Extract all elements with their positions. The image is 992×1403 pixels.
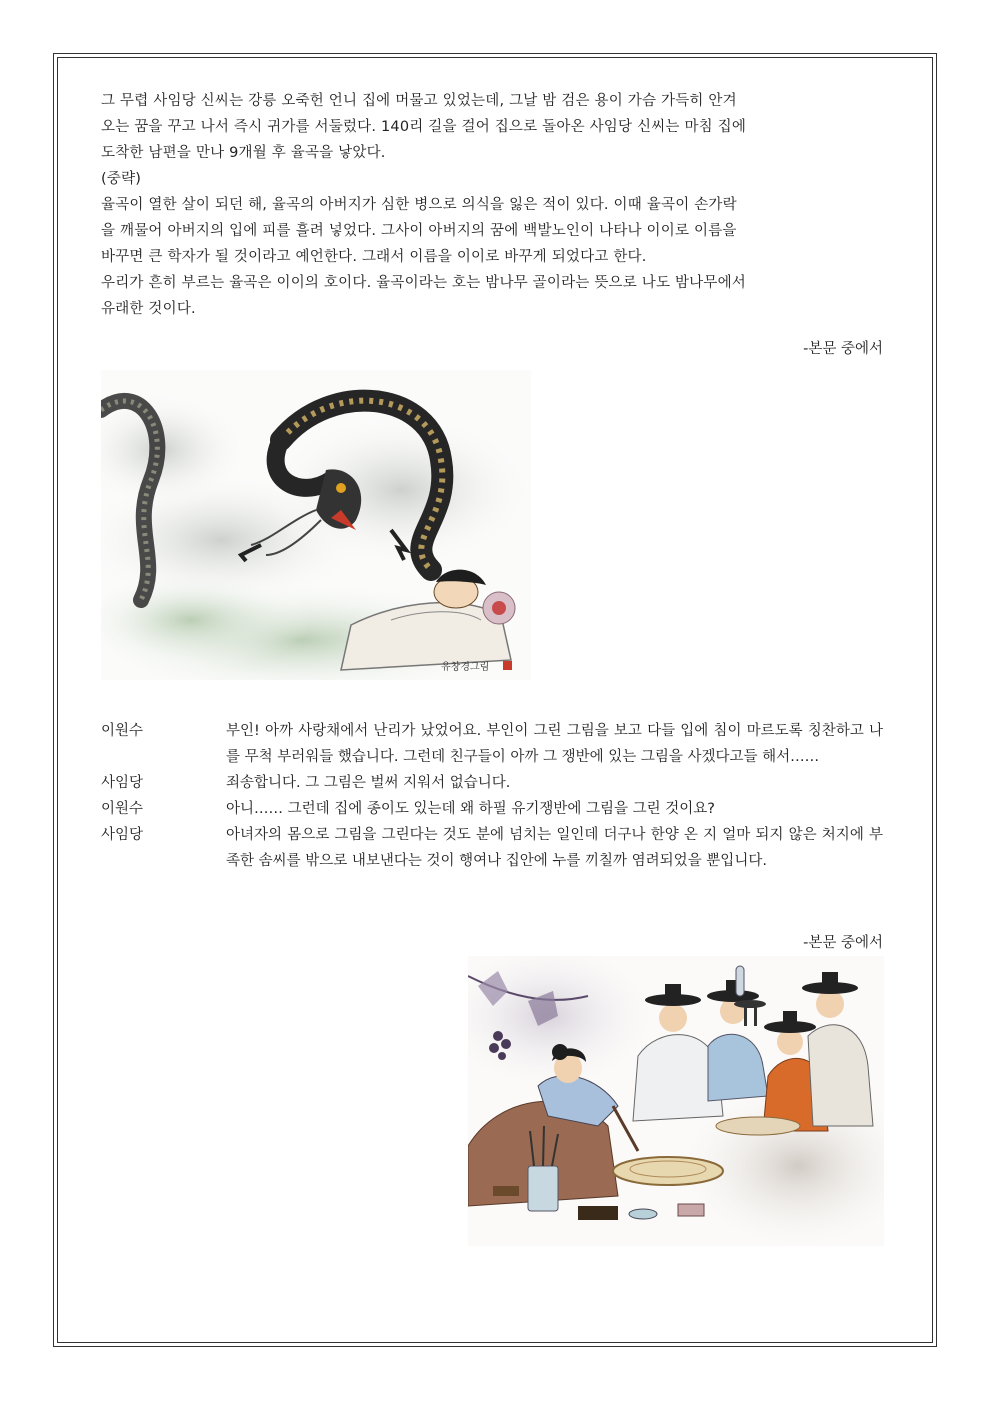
speaker-name: 이원수 bbox=[101, 801, 144, 817]
speech-text: 아니…… 그런데 집에 종이도 있는데 왜 하필 유기쟁반에 그림을 그린 것이요? bbox=[226, 801, 715, 817]
excerpt-line: 그 무렵 사임당 신씨는 강릉 오죽헌 언니 집에 머물고 있었는데, 그날 밤 검은 용이 가슴 가득히 안겨 bbox=[101, 93, 737, 109]
excerpt-line: 유래한 것이다. bbox=[101, 301, 196, 317]
excerpt-line: 오는 꿈을 꾸고 나서 즉시 귀가를 서둘렀다. 140리 길을 걸어 집으로 돌아온 사임당 신씨는 마침 집에 bbox=[101, 119, 747, 135]
speech-text: 부인! 아까 사랑채에서 난리가 났었어요. 부인이 그린 그림을 보고 다들 입에 침이 마르도록 칭찬하고 나를 무척 부러워들 했습니다. 그런데 친구들이 아까 그 쟁반에 있는 그림을 사겠다고들 해서…… bbox=[226, 723, 883, 765]
excerpt-line: 을 깨물어 아버지의 입에 피를 흘려 넣었다. 그사이 아버지의 꿈에 백발노인이 나타나 이이로 이름을 bbox=[101, 223, 737, 239]
dragon-dream-illustration bbox=[101, 370, 531, 680]
speaker-name: 사임당 bbox=[101, 827, 144, 843]
speech-text: 죄송합니다. 그 그림은 벌써 지워서 없습니다. bbox=[226, 775, 511, 791]
source-note-1: -본문 중에서 bbox=[803, 341, 883, 357]
excerpt-line: 율곡이 열한 살이 되던 해, 율곡의 아버지가 심한 병으로 의식을 잃은 적이 있다. 이때 율곡이 손가락 bbox=[101, 197, 737, 213]
artist-signature: 유창경그림 bbox=[441, 662, 490, 673]
dialogue-line bbox=[101, 796, 883, 822]
excerpt-line: (중략) bbox=[101, 171, 142, 187]
painting-tray-illustration bbox=[468, 956, 884, 1246]
speaker-name: 이원수 bbox=[101, 723, 144, 739]
dialogue-excerpt bbox=[101, 718, 883, 874]
excerpt-line: 바꾸면 큰 학자가 될 것이라고 예언한다. 그래서 이름을 이이로 바꾸게 되었다고 한다. bbox=[101, 249, 647, 265]
dialogue-line bbox=[101, 718, 883, 770]
excerpt-1 bbox=[101, 88, 883, 322]
speech-text: 아녀자의 몸으로 그림을 그린다는 것도 분에 넘치는 일인데 더구나 한양 온 지 얼마 되지 않은 처지에 부족한 솜씨를 밖으로 내보낸다는 것이 행여나 집안에 누를 끼칠까 염려되었을 뿐입니다. bbox=[226, 827, 883, 869]
source-note-2: -본문 중에서 bbox=[803, 935, 883, 951]
excerpt-line: 도착한 남편을 만나 9개월 후 율곡을 낳았다. bbox=[101, 145, 386, 161]
speaker-name: 사임당 bbox=[101, 775, 144, 791]
dialogue-line bbox=[101, 822, 883, 874]
excerpt-line: 우리가 흔히 부르는 율곡은 이이의 호이다. 율곡이라는 호는 밤나무 골이라는 뜻으로 나도 밤나무에서 bbox=[101, 275, 747, 291]
dialogue-line bbox=[101, 770, 883, 796]
